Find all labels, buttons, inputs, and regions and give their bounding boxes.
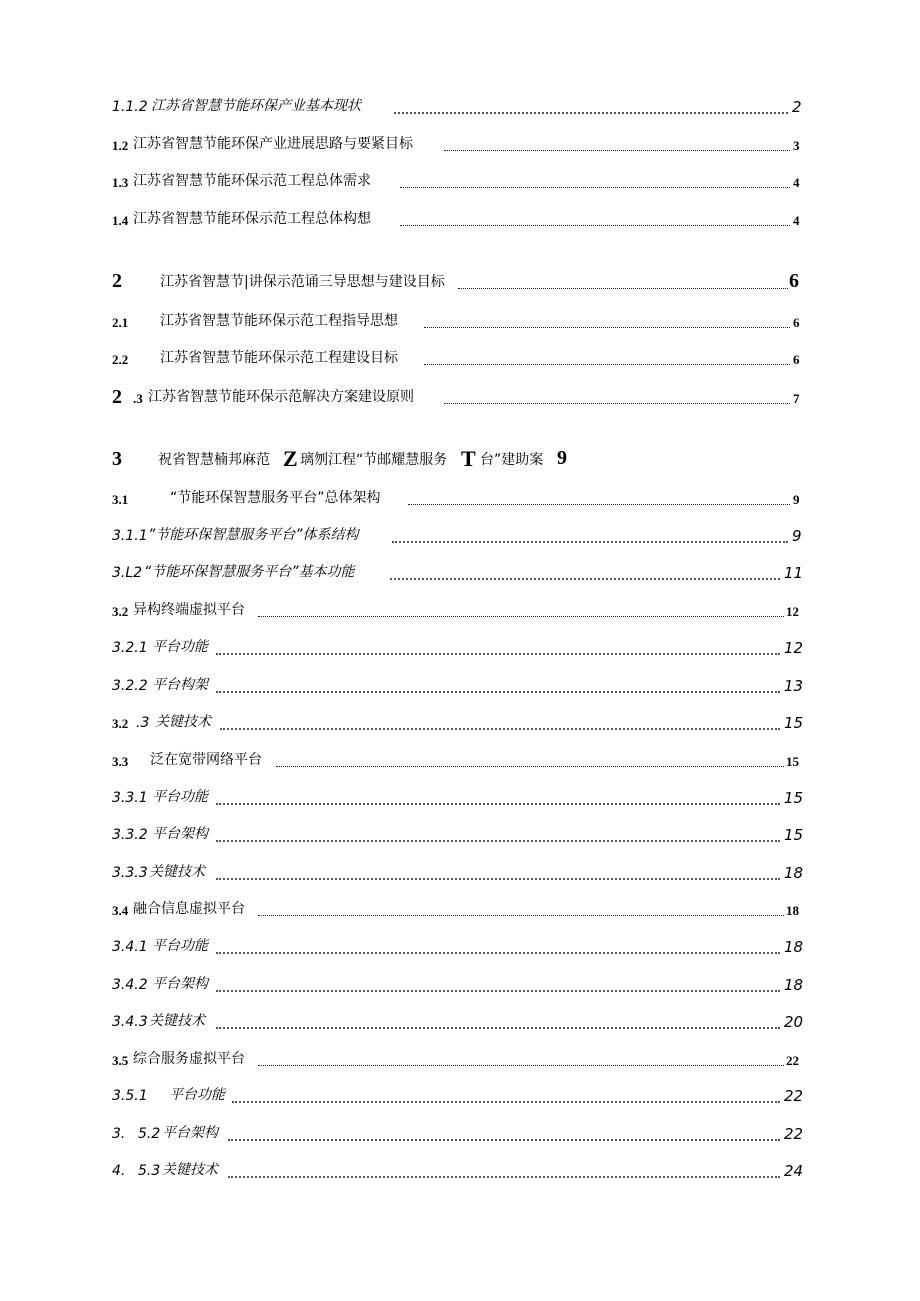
toc-entry[interactable]: [0, 752, 920, 772]
toc-page-number: 6: [793, 315, 800, 330]
toc-entry[interactable]: [0, 313, 920, 333]
toc-title: 异构终端虚拟平台: [133, 602, 245, 618]
toc-number: 2.2: [112, 352, 129, 367]
toc-number: 3.3.1: [112, 790, 148, 806]
toc-leader: [216, 691, 780, 693]
toc-leader: [276, 766, 784, 767]
toc-entry[interactable]: [0, 447, 920, 473]
toc-entry[interactable]: [0, 98, 920, 118]
toc-number: 1.2: [112, 138, 129, 153]
toc-title-part: 祝省智慧楠邦麻范: [158, 452, 270, 468]
toc-number: 3.4: [112, 903, 129, 918]
toc-title: 融合信息虚拟平台: [133, 901, 245, 917]
toc-entry[interactable]: [0, 677, 920, 697]
toc-entry[interactable]: [0, 1013, 920, 1033]
toc-entry[interactable]: [0, 714, 920, 734]
toc-number-suffix: .3: [133, 391, 143, 406]
toc-title: 关键技术: [155, 714, 211, 730]
toc-number: 2: [112, 386, 122, 408]
toc-title: 江苏省智慧节能环保示范解决方案建设原则: [148, 389, 414, 405]
toc-page-number: 15: [786, 754, 799, 769]
toc-leader: [216, 952, 780, 954]
toc-title: 江苏省智慧节能环保示范工程总体需求: [133, 173, 371, 189]
toc-entry[interactable]: [0, 564, 920, 584]
toc-title: 江苏省智慧节能环保示范工程建设目标: [160, 350, 398, 366]
toc-number: 3.4.3: [112, 1014, 148, 1030]
toc-entry[interactable]: [0, 789, 920, 809]
toc-number: 4.: [112, 1163, 126, 1179]
toc-page-number: 6: [793, 352, 800, 367]
toc-title: 平台架构: [152, 976, 208, 992]
toc-entry[interactable]: [0, 386, 920, 410]
toc-title: “节能环保智慧服务平台”总体架构: [170, 490, 381, 506]
toc-page-number: 15: [784, 789, 804, 807]
toc-number: 3.5.1: [112, 1088, 148, 1104]
toc-title: 泛在宽带网络平台: [150, 752, 262, 768]
toc-title: 综合服务虚拟平台: [133, 1051, 245, 1067]
toc-leader: [216, 1027, 780, 1029]
toc-number: 3.5: [112, 1053, 129, 1068]
toc-number: 3.3.3: [112, 865, 148, 881]
toc-entry[interactable]: [0, 1087, 920, 1107]
toc-page-number: 20: [784, 1013, 804, 1031]
toc-leader: [444, 150, 790, 151]
toc-page-number: 4: [793, 175, 800, 190]
toc-title: 关键技术: [162, 1162, 218, 1178]
toc-entry[interactable]: [0, 864, 920, 884]
toc-number: 3: [112, 448, 122, 470]
toc-number: 3.: [112, 1126, 126, 1142]
toc-leader: [424, 364, 790, 365]
toc-title: 关键技术: [149, 1013, 205, 1029]
toc-page-number: 13: [784, 677, 804, 695]
toc-page-number: 12: [786, 604, 799, 619]
toc-page-number: 22: [784, 1125, 804, 1143]
toc-leader: [216, 878, 780, 880]
toc-page-number: 9: [792, 527, 802, 545]
toc-title: 江苏省智慧节能环保示范工程指导思想: [160, 313, 398, 329]
toc-number: 2.1: [112, 315, 129, 330]
toc-leader: [216, 803, 780, 805]
toc-number: 1.4: [112, 213, 129, 228]
toc-page-number: 15: [784, 714, 804, 732]
toc-page-number: 15: [784, 826, 804, 844]
toc-page-number: 7: [793, 391, 800, 406]
toc-entry[interactable]: [0, 350, 920, 370]
toc-entry[interactable]: [0, 639, 920, 659]
toc-number: 3.L2: [112, 565, 143, 581]
toc-entry[interactable]: [0, 826, 920, 846]
toc-entry[interactable]: [0, 1051, 920, 1071]
toc-entry[interactable]: [0, 270, 920, 294]
toc-page-number: 9: [793, 492, 800, 507]
toc-leader: [216, 653, 780, 655]
toc-number: 3.1.1: [112, 528, 148, 544]
toc-leader: [228, 1139, 780, 1141]
toc-number: 2: [112, 270, 122, 292]
toc-entry[interactable]: [0, 602, 920, 622]
toc-title: 平台功能: [152, 789, 208, 805]
toc-number: 3.4.2: [112, 977, 148, 993]
toc-title-part: 璃刎江程“节邮耀慧服务: [300, 452, 448, 468]
toc-leader: [258, 616, 784, 617]
toc-page-number: 12: [784, 639, 804, 657]
toc-leader: [220, 728, 780, 730]
toc-leader: [424, 327, 790, 328]
toc-leader: [458, 288, 788, 289]
toc-leader: [258, 915, 784, 916]
toc-entry[interactable]: [0, 1125, 920, 1145]
toc-page-number: 18: [784, 976, 804, 994]
toc-entry[interactable]: [0, 173, 920, 193]
toc-title: “节能环保智慧服务平台”基本功能: [144, 564, 355, 580]
toc-leader: [400, 225, 790, 226]
toc-title: ”节能环保智慧服务平台”体系结构: [148, 527, 359, 543]
toc-entry[interactable]: [0, 938, 920, 958]
toc-leader: [400, 187, 790, 188]
toc-leader: [394, 112, 788, 114]
toc-page-number: 4: [793, 213, 800, 228]
toc-page-number: 24: [784, 1162, 804, 1180]
toc-entry[interactable]: [0, 527, 920, 547]
toc-page-number: 2: [792, 98, 802, 116]
toc-title-part: Z: [283, 446, 298, 471]
toc-entry[interactable]: [0, 976, 920, 996]
toc-leader: [258, 1065, 784, 1066]
toc-page-number: 11: [784, 564, 804, 582]
toc-page-number: 22: [786, 1053, 799, 1068]
toc-leader: [392, 541, 788, 543]
toc-number: 3.4.1: [112, 939, 148, 955]
toc-number: 3.1: [112, 492, 129, 507]
toc-page-number: 22: [784, 1087, 804, 1105]
toc-leader: [444, 403, 790, 404]
toc-number: 1.3: [112, 175, 129, 190]
toc-number: 3.3.2: [112, 827, 148, 843]
toc-number-suffix: .3: [136, 715, 150, 731]
toc-title: 江苏省智慧节能环保产业基本现状: [151, 98, 361, 114]
toc-number: 3.2.1: [112, 640, 148, 656]
toc-number-suffix: 5.3: [138, 1163, 161, 1179]
toc-title: 平台架构: [152, 826, 208, 842]
toc-number: 1.1.2: [112, 99, 148, 115]
toc-entry[interactable]: [0, 136, 920, 156]
toc-page-number: 9: [557, 447, 567, 469]
toc-number-suffix: 5.2: [138, 1126, 161, 1142]
toc-title: 江苏省智慧节能环保示范工程总体构想: [133, 211, 371, 227]
toc-number: 3.2: [112, 604, 129, 619]
toc-page-number: 18: [786, 903, 799, 918]
toc-title: 江苏省智慧节能环保产业进展思路与要紧目标: [133, 136, 413, 152]
toc-number: 3.2: [112, 716, 129, 731]
toc-page-number: 3: [793, 138, 800, 153]
toc-leader: [232, 1101, 780, 1103]
toc-entry[interactable]: [0, 211, 920, 231]
toc-title: 平台架构: [162, 1125, 218, 1141]
toc-leader: [216, 990, 780, 992]
toc-title: 平台功能: [152, 938, 208, 954]
toc-entry[interactable]: [0, 901, 920, 921]
toc-number: 3.2.2: [112, 678, 148, 694]
toc-title-part: 台”建助案: [480, 452, 544, 468]
toc-number: 3.3: [112, 754, 129, 769]
toc-title: 平台功能: [152, 639, 208, 655]
toc-entry[interactable]: [0, 1162, 920, 1182]
toc-title: 平台构架: [152, 677, 208, 693]
toc-page-number: 18: [784, 864, 804, 882]
toc-page-number: 18: [784, 938, 804, 956]
toc-entry[interactable]: [0, 490, 920, 510]
toc-title: 江苏省智慧节|讲保示范诵三导思想与建设目标: [160, 274, 445, 290]
toc-leader: [216, 840, 780, 842]
toc-page-number: 6: [789, 270, 799, 292]
toc-title: 平台功能: [169, 1087, 225, 1103]
toc-leader: [228, 1176, 780, 1178]
toc-title: 关键技术: [149, 864, 205, 880]
toc-leader: [408, 504, 790, 505]
toc-title-part: T: [461, 446, 476, 471]
toc-leader: [390, 578, 780, 580]
